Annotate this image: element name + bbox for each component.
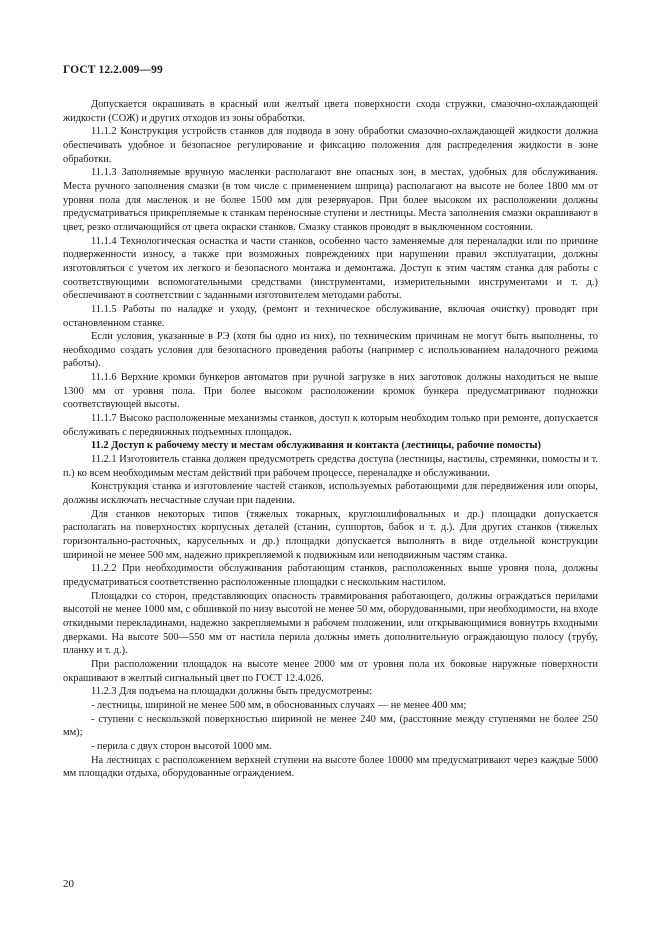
paragraph: Допускается окрашивать в красный или желтый цвета поверхности схода стружки, смазочно-охлаждающей жидкости (СОЖ) и других отходов из зоны обработки. <box>63 99 598 124</box>
page-body <box>63 98 598 781</box>
paragraph: 11.1.3 Заполняемые вручную масленки располагают вне опасных зон, в местах, удобных для обслуживания. Места ручного заполнения смазки (в том числе с применением шприца) располагают на высоте не более 1800 мм от уровня пола для масленок и не более 1500 мм для резервуаров. При более высоком их расположении должны предусматриваться прикрепляемые к станкам переносные ступени и лестницы. Места заполнения смазки окрашивают в цвет, резко отличающийся от цвета окраски станков. Смазку станков проводят в выключенном состоянии. <box>63 167 598 233</box>
paragraph: 11.1.2 Конструкция устройств станков для подвода в зону обработки смазочно-охлаждающей жидкости должна обеспечивать удобное и безопасное регулирование и фиксацию положения для распределения жидкости в зоне обработки. <box>63 126 598 165</box>
paragraph: 11.1.7 Высоко расположенные механизмы станков, доступ к которым необходим только при ремонте, допускается обслуживать с передвижных подъемных площадок. <box>63 413 598 438</box>
paragraph: На лестницах с расположением верхней ступени на высоте более 10000 мм предусматривают через каждые 5000 мм площадки отдыха, оборудованные ограждением. <box>63 754 598 780</box>
list-item: - перила с двух сторон высотой 1000 мм. <box>91 740 272 752</box>
paragraph: 11.1.5 Работы по наладке и уходу, (ремонт и техническое обслуживание, включая очистку) проводят при остановленном станке. <box>63 303 598 329</box>
paragraph: Конструкция станка и изготовление частей станков, используемых работающими для передвижения или опоры, должны исключать несчастные случаи при падении. <box>63 481 598 507</box>
paragraph: 11.2.1 Изготовитель станка должен предусмотреть средства доступа (лестницы, настилы, стремянки, помосты и т. п.) ко всем необходимым местам действий при рабочем процессе, переналадке и обслуживании. <box>63 454 598 479</box>
paragraph: Площадки со сторон, представляющих опасность травмирования работающего, должны ограждаться перилами высотой не менее 1000 мм, с обшивкой по низу высотой не менее 50 мм, оборудованными, при необходимости, на входе откидными перекладинами, надежно закрепляемыми в рабочем положении, или открывающимися вовнутрь входными дверками. На высоте 500—550 мм от настила перила должны иметь дополнительную ограждающую полосу (трубу, планку и т. д.). <box>63 590 598 657</box>
page-number: 20 <box>63 878 74 890</box>
list-item: - ступени с нескользкой поверхностью шириной не менее 240 мм, (расстояние между ступенями не более 250 мм); <box>63 713 598 739</box>
page-header: ГОСТ 12.2.009—99 <box>63 64 163 76</box>
paragraph: 11.2.2 При необходимости обслуживания работающим станков, расположенных выше уровня пола, должны предусматриваться соответственно расположенные площадки с нескольким настилом. <box>63 563 598 588</box>
paragraph: При расположении площадок на высоте менее 2000 мм от уровня пола их боковые наружные поверхности окрашивают в желтый сигнальный цвет по ГОСТ 12.4.026. <box>63 658 598 684</box>
paragraph: 11.1.4 Технологическая оснастка и части станков, особенно часто заменяемые для переналадки или по причине подверженности износу, а также при возможных повреждениях при нарушении правил эксплуатации, должны изготовляться с учетом их легкого и безопасного монтажа и демонтажа. Доступ к этим частям станка для работы с соответствующими вспомогательными средствами (инструментами, измерительными инструментами и т. д.) обеспечивают в соответствии с заданными изготовителем методами работы. <box>63 235 598 302</box>
section-heading: 11.2 Доступ к рабочему месту и местам обслуживания и контакта (лестницы, рабочие помосты) <box>91 440 541 452</box>
paragraph: Если условия, указанные в РЭ (хотя бы одно из них), по техническим причинам не могут быть выполнены, то необходимо создать условия для безопасного проведения работы (например с использованием наладочного режима работы). <box>63 331 598 370</box>
paragraph: 11.2.3 Для подъема на площадки должны быть предусмотрены: <box>91 686 372 698</box>
paragraph: Для станков некоторых типов (тяжелых токарных, круглошлифовальных и др.) площадки допускается располагать на поверхностях корпусных деталей (станин, суппортов, бабок и т. д.). Для других станков (тяжелых горизонтально-расточных, карусельных и др.) площадки допускается выполнять в виде отдельной конструкции шириной не менее 500 мм, надежно прикрепляемой к подвижным или неподвижным частям станка. <box>63 508 598 561</box>
paragraph: 11.1.6 Верхние кромки бункеров автоматов при ручной загрузке в них заготовок должны находиться не выше 1300 мм от уровня пола. При более высоком расположении кромок бункера предусматривают подножки соответствующей высоты. <box>63 372 598 411</box>
list-item: - лестницы, шириной не менее 500 мм, в обоснованных случаях — не менее 400 мм; <box>91 699 467 711</box>
